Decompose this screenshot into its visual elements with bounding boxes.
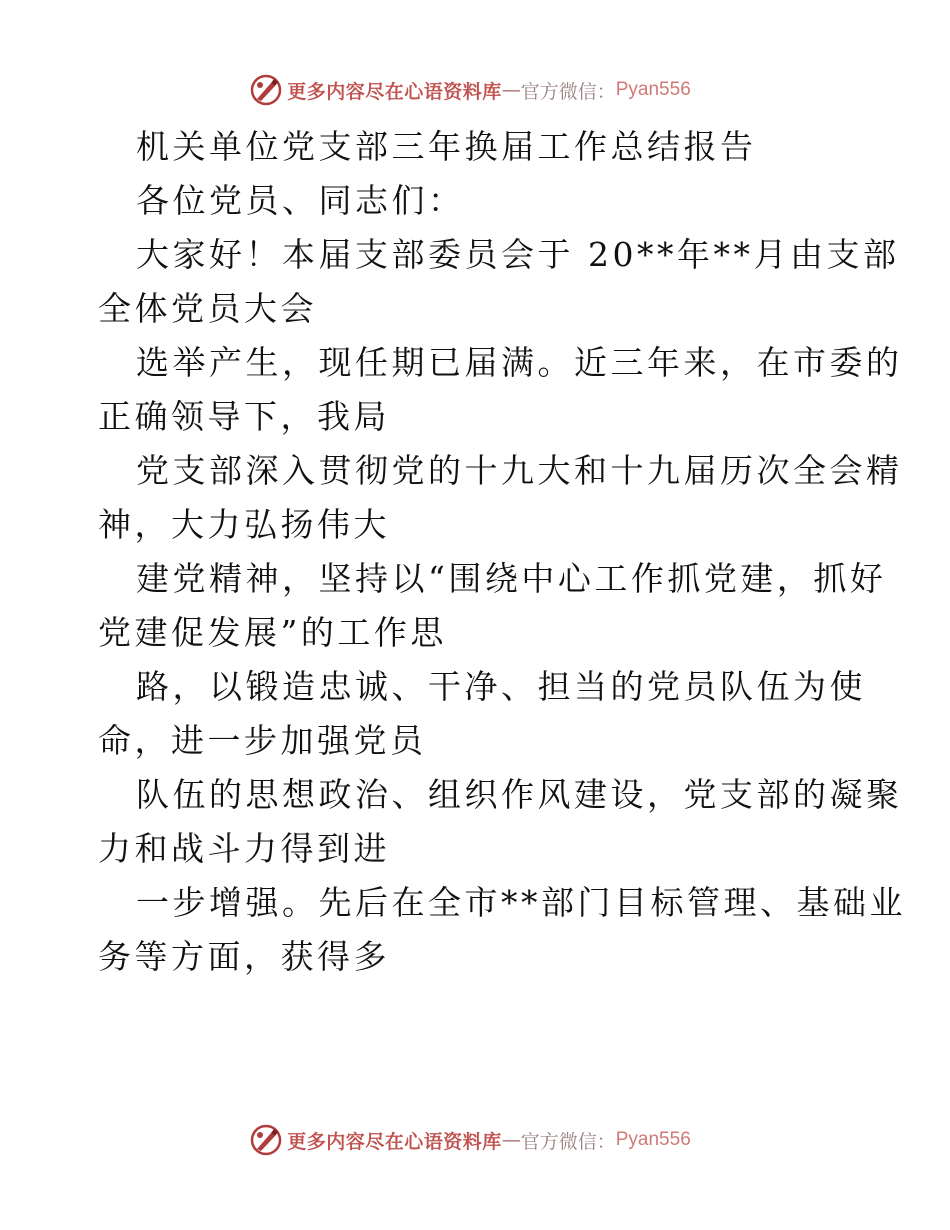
body-line: 神，大力弘扬伟大: [98, 505, 390, 544]
body-line: 全体党员大会: [98, 289, 317, 328]
document-body: [98, 120, 906, 984]
footer-watermark: [0, 1120, 950, 1160]
pen-logo-icon: [249, 73, 283, 107]
watermark-separator: —: [501, 1129, 521, 1151]
watermark-wechat-label: 官方微信：: [520, 1130, 616, 1153]
body-line: 路，以锻造忠诚、干净、担当的党员队伍为使: [136, 667, 866, 706]
body-line: 力和战斗力得到进: [98, 829, 390, 868]
header-watermark: [0, 70, 950, 110]
watermark-separator: —: [501, 79, 521, 101]
body-line: 一步增强。先后在全市**部门目标管理、基础业: [136, 883, 906, 922]
body-line: 选举产生，现任期已届满。近三年来，在市委的: [136, 343, 903, 382]
watermark-text: 更多内容尽在心语资料库: [287, 80, 502, 103]
body-line: 党支部深入贯彻党的十九大和十九届历次全会精: [136, 451, 903, 490]
salutation: 各位党员、同志们：: [136, 181, 465, 220]
body-line: 大家好！本届支部委员会于 20**年**月由支部: [136, 235, 900, 274]
body-line: 建党精神，坚持以“围绕中心工作抓党建，抓好: [136, 559, 887, 598]
body-line: 正确领导下，我局: [98, 397, 390, 436]
document-title: 机关单位党支部三年换届工作总结报告: [136, 127, 757, 166]
watermark-text: 更多内容尽在心语资料库: [287, 1130, 502, 1153]
body-line: 党建促发展”的工作思: [98, 613, 447, 652]
body-line: 务等方面，获得多: [98, 937, 390, 976]
watermark-wechat-id: Pyan556: [615, 1129, 691, 1150]
pen-logo-icon: [249, 1123, 283, 1157]
watermark-wechat-label: 官方微信：: [520, 80, 616, 103]
watermark-wechat-id: Pyan556: [615, 79, 691, 100]
body-line: 命，进一步加强党员: [98, 721, 427, 760]
body-line: 队伍的思想政治、组织作风建设，党支部的凝聚: [136, 775, 903, 814]
